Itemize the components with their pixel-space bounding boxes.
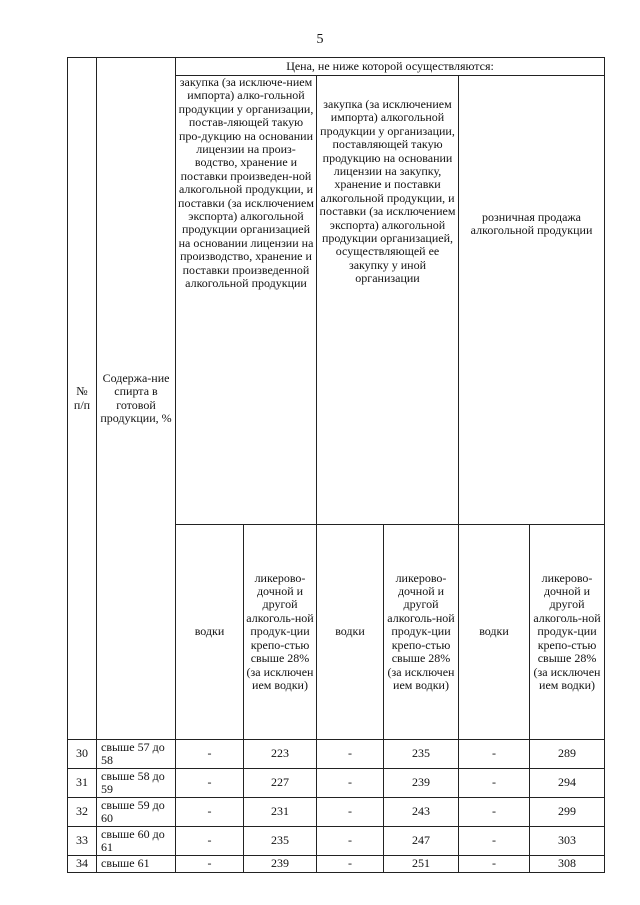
table-row xyxy=(68,740,605,769)
row-vodka-2: - xyxy=(317,740,384,769)
row-vodka-2: - xyxy=(317,798,384,827)
header-liqueur-3: ликерово-дочной и другой алкоголь-ной продук-ции крепо-стью свыше 28% (за исключен ием водки) xyxy=(530,525,605,740)
row-liqueur-1: 239 xyxy=(244,856,317,873)
header-liqueur-2: ликерово-дочной и другой алкоголь-ной продук-ции крепо-стью свыше 28% (за исключен ием водки) xyxy=(384,525,459,740)
row-liqueur-3: 303 xyxy=(530,827,605,856)
row-liqueur-2: 243 xyxy=(384,798,459,827)
table-row xyxy=(68,856,605,873)
row-num: 34 xyxy=(68,856,97,873)
row-vodka-2: - xyxy=(317,856,384,873)
header-alcohol-content: Содержа-ние спирта в готовой продукции, % xyxy=(97,58,176,740)
row-num: 31 xyxy=(68,769,97,798)
row-vodka-3: - xyxy=(459,827,530,856)
row-liqueur-3: 299 xyxy=(530,798,605,827)
price-table xyxy=(67,57,605,873)
row-content: свыше 60 до 61 xyxy=(97,827,176,856)
row-vodka-1: - xyxy=(176,856,244,873)
row-vodka-3: - xyxy=(459,740,530,769)
row-liqueur-2: 235 xyxy=(384,740,459,769)
row-liqueur-1: 231 xyxy=(244,798,317,827)
row-liqueur-3: 308 xyxy=(530,856,605,873)
row-vodka-1: - xyxy=(176,798,244,827)
table-row xyxy=(68,827,605,856)
row-vodka-1: - xyxy=(176,740,244,769)
row-content: свыше 61 xyxy=(97,856,176,873)
row-liqueur-3: 289 xyxy=(530,740,605,769)
row-vodka-1: - xyxy=(176,769,244,798)
row-liqueur-3: 294 xyxy=(530,769,605,798)
row-vodka-3: - xyxy=(459,798,530,827)
header-num: № п/п xyxy=(68,58,97,740)
row-vodka-1: - xyxy=(176,827,244,856)
table-row xyxy=(68,798,605,827)
row-num: 33 xyxy=(68,827,97,856)
header-vodka-3: водки xyxy=(459,525,530,740)
row-vodka-3: - xyxy=(459,769,530,798)
row-liqueur-1: 223 xyxy=(244,740,317,769)
header-liqueur-1: ликерово-дочной и другой алкоголь-ной продук-ции крепо-стью свыше 28% (за исключен ием водки) xyxy=(244,525,317,740)
row-vodka-3: - xyxy=(459,856,530,873)
row-liqueur-2: 239 xyxy=(384,769,459,798)
header-group-retail: розничная продажа алкогольной продукции xyxy=(459,76,605,525)
page-number: 5 xyxy=(316,32,324,47)
header-group-wholesale: закупка (за исключением импорта) алкогольной продукции у организации, поставляющей такую продукцию на основании лицензии на закупку, хранение и поставки алкогольной продукции, и поставки (за исключением экспорта) алкогольной продукции организацией, осуществляющей ее закупку у иной организации xyxy=(317,76,459,525)
header-vodka-2: водки xyxy=(317,525,384,740)
row-liqueur-2: 251 xyxy=(384,856,459,873)
row-vodka-2: - xyxy=(317,769,384,798)
header-price-title: Цена, не ниже которой осуществляются: xyxy=(176,58,605,76)
table-row xyxy=(68,769,605,798)
row-content: свыше 59 до 60 xyxy=(97,798,176,827)
row-vodka-2: - xyxy=(317,827,384,856)
header-group-producer: закупка (за исключе-нием импорта) алко-гольной продукции у организации, постав-ляющей такую про-дукцию на основании лицензии на произ-водство, хранение и поставки произведен-ной алкогольной продукции, и поставки (за исключением экспорта) алкогольной продукции организацией на основании лицензии на производство, хранение и поставки произведенной алкогольной продукции xyxy=(176,76,317,525)
row-liqueur-1: 227 xyxy=(244,769,317,798)
row-content: свыше 58 до 59 xyxy=(97,769,176,798)
row-liqueur-2: 247 xyxy=(384,827,459,856)
header-vodka-1: водки xyxy=(176,525,244,740)
row-liqueur-1: 235 xyxy=(244,827,317,856)
row-num: 30 xyxy=(68,740,97,769)
row-num: 32 xyxy=(68,798,97,827)
row-content: свыше 57 до 58 xyxy=(97,740,176,769)
